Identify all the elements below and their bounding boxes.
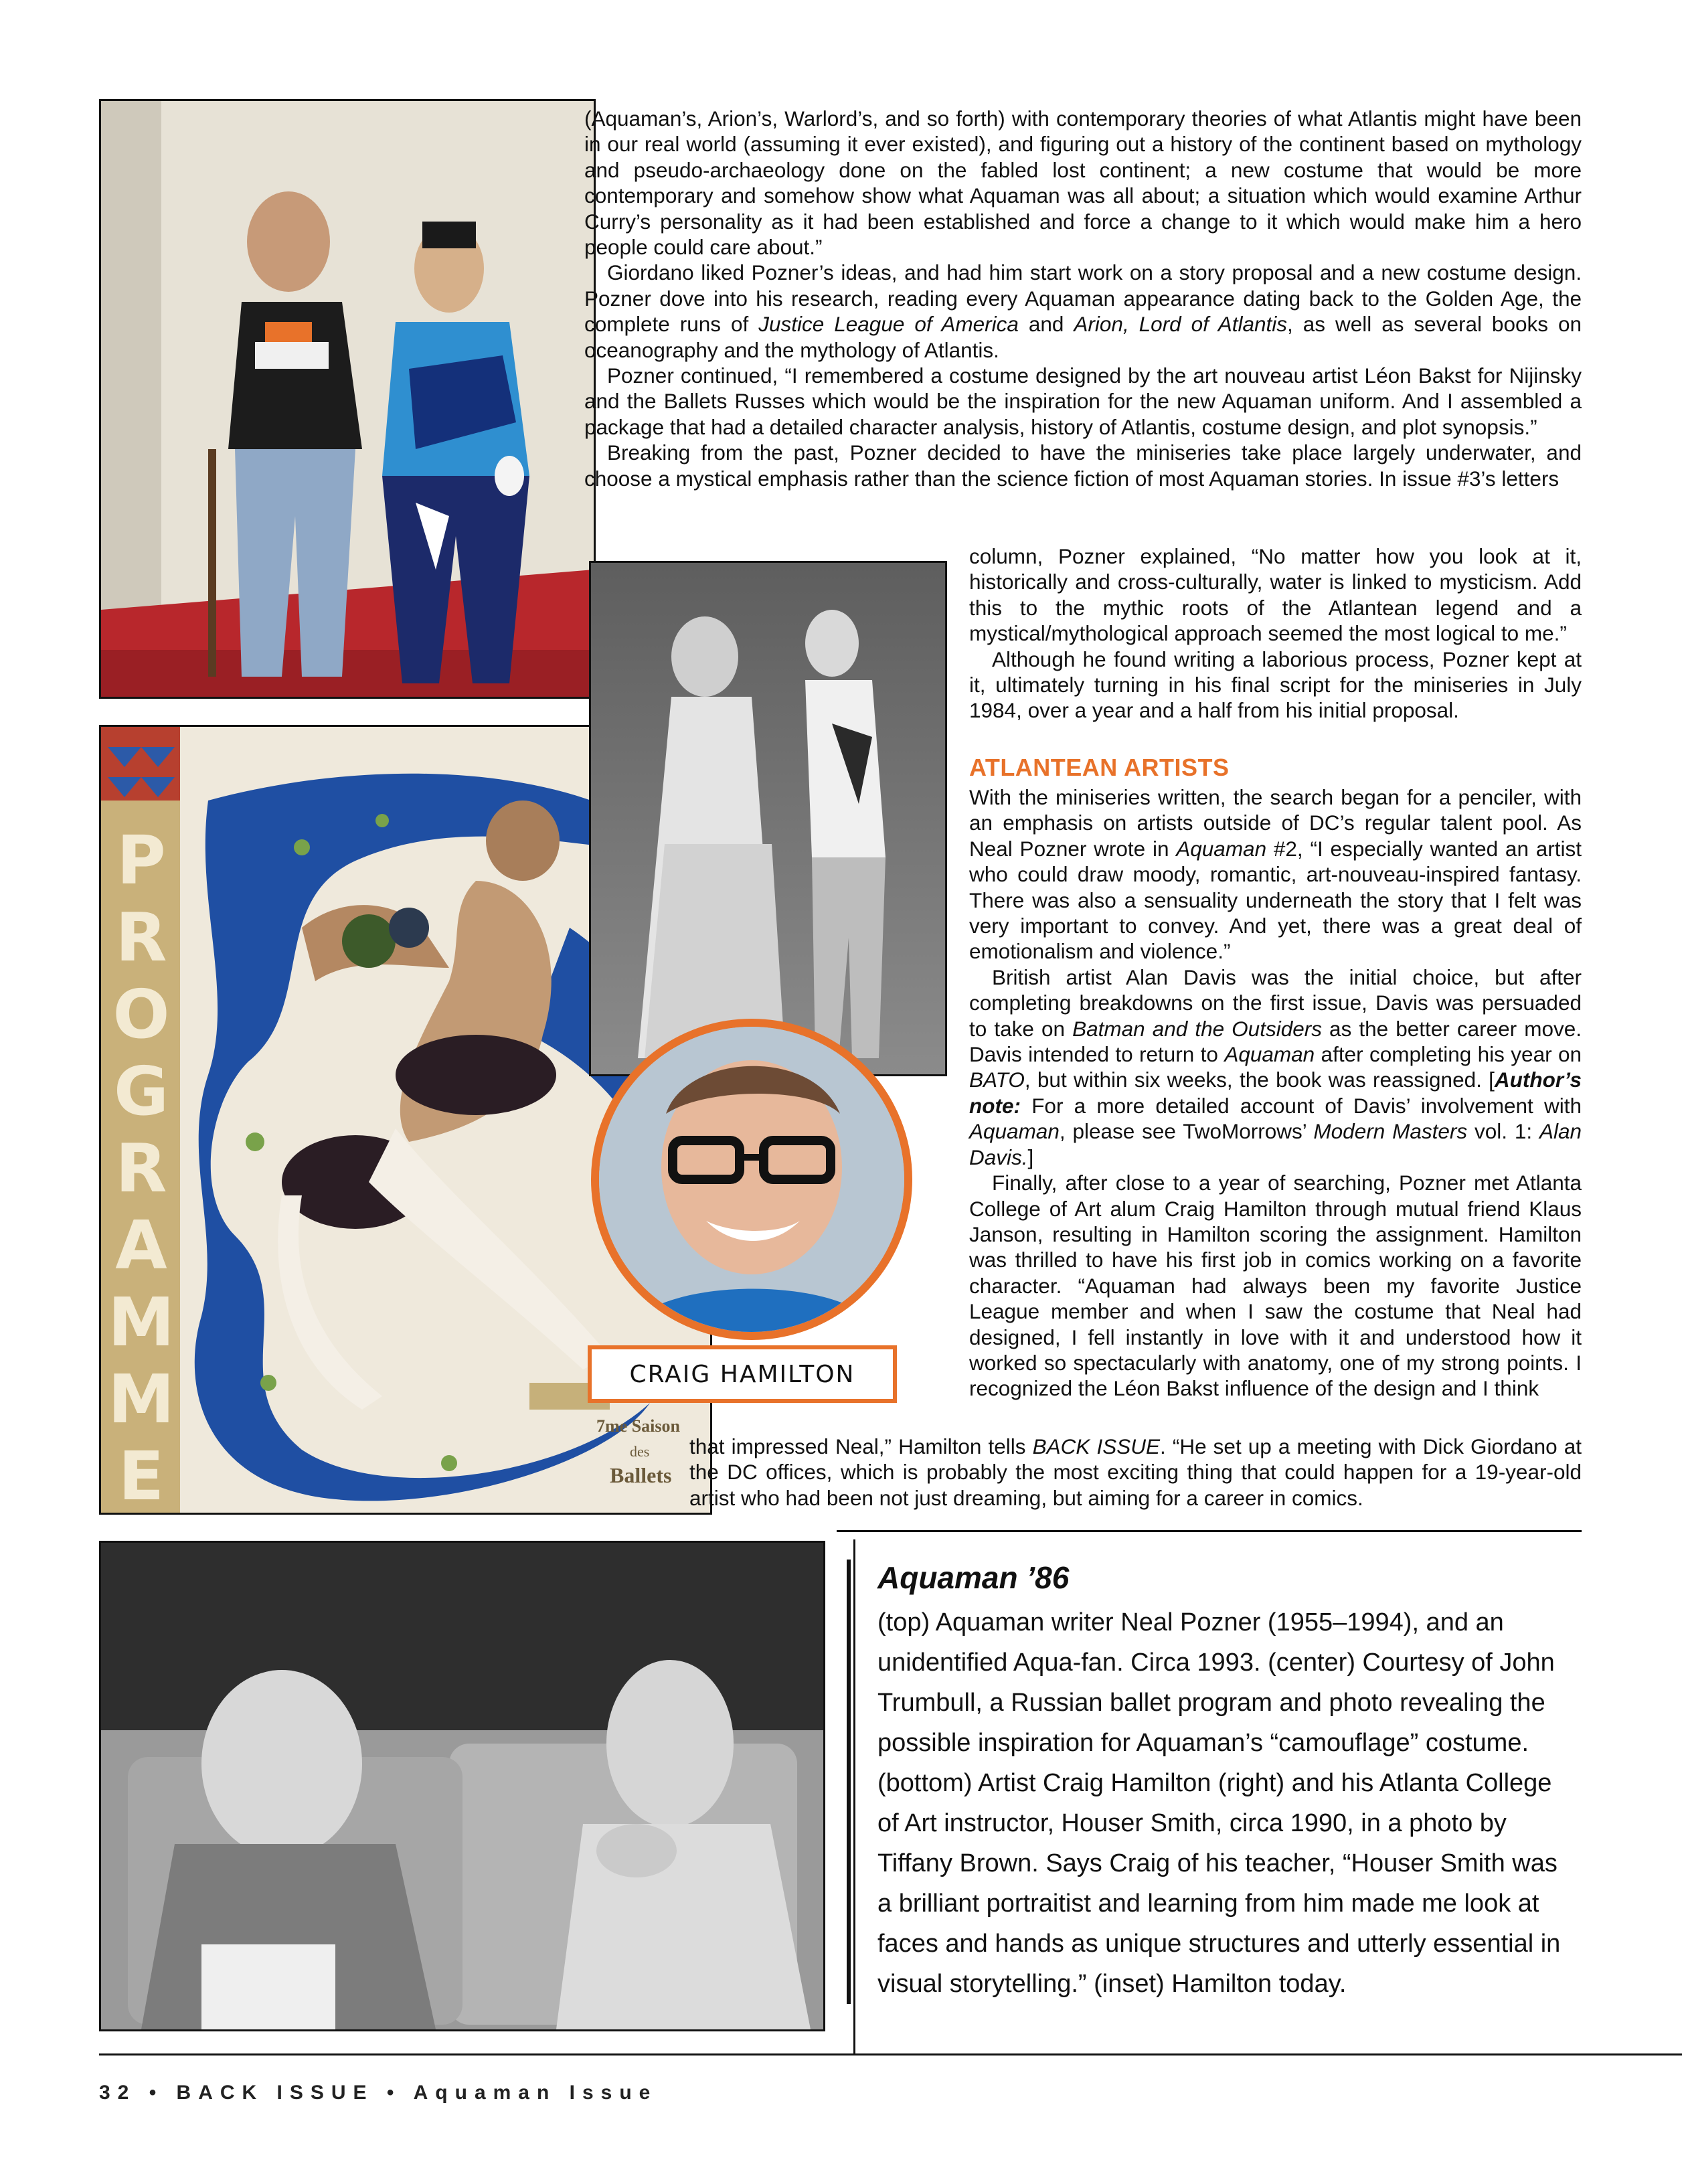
text-run: , but within six weeks, the book was reassigned. [ (1024, 1068, 1495, 1092)
caption-text: (top) Aquaman writer Neal Pozner (1955–1994), and an unidentified Aqua-fan. Circa 1993. (center) Courtesy of John Trumbull, a Russian ballet program and photo revealing the possible inspiration for Aquaman’s “camouflage” costume. (bottom) Artist Craig Hamilton (right) and his Atlanta College of Art instructor, Houser Smith, circa 1990, in a photo by Tiffany Brown. Says Craig of his teacher, “Houser Smith was a brilliant portraitist and learning from him made me look at faces and hands as unique structures and utterly essential in visual storytelling.” (inset) Hamilton today. (877, 1608, 1561, 1998)
hamilton-and-smith-image (101, 1543, 823, 2029)
photo-pozner-and-fan (99, 99, 596, 699)
article-paragraph: Finally, after close to a year of searching, Pozner met Atlanta College of Art alum Craig Hamilton through mutual friend Klaus Janson, resulting in Hamilton scoring the assignment. Hamilton was thrilled to have his first job in comics working on a favorite character. “Aquaman had always been my favorite Justice League member and when I saw the costume that Neal had designed, I fell instantly in love with it and understood how it worked so spectacularly with anatomy, one of my strong points. I recognized the Léon Bakst influence of the design and I think (969, 1171, 1582, 1401)
article-paragraph (689, 1434, 1582, 1511)
caption-title: Aquaman ’86 (877, 1560, 1070, 1595)
programme-letter: R (115, 898, 167, 977)
programme-letter: G (113, 1052, 169, 1130)
text-run-italic: Batman and the Outsiders (1072, 1016, 1322, 1041)
text-run-italic: Arion, Lord of Atlantis (1074, 312, 1288, 337)
programme-vertical-title (105, 821, 177, 1515)
article-paragraph (969, 784, 1582, 964)
article-paragraph (969, 964, 1582, 1170)
programme-letter: E (118, 1437, 165, 1515)
text-run: British artist Alan Davis was the initial choice, but after completing breakdowns on the first issue, Davis was persuaded to take on (969, 964, 1582, 1041)
programme-saison: 7me Saison (596, 1416, 680, 1436)
caption-box (847, 1560, 1574, 2004)
photo-hamilton-and-smith (99, 1541, 825, 2031)
craig-hamilton-nametag: CRAIG HAMILTON (588, 1345, 897, 1403)
text-run: . “He set up a meeting with Dick Giordano at the DC offices, which is probably the most exciting thing that could happen for a 19-year-old artist who had been not just dreaming, but aiming for a career in comics. (689, 1434, 1582, 1510)
article-column-top (584, 106, 1582, 491)
inset-craig-hamilton-portrait (591, 1019, 912, 1340)
photo-ballet-dancers (589, 561, 947, 1076)
text-run: ] (1027, 1145, 1034, 1169)
text-run: Giordano liked Pozner’s ideas, and had him start work on a story proposal and a new costume design. Pozner dove into his research, reading every Aquaman appearance dating back to the Golden Age, the complete runs of (584, 260, 1582, 337)
text-run-italic: BACK ISSUE (1032, 1434, 1160, 1458)
page-footer: 32 • BACK ISSUE • Aquaman Issue (99, 2082, 658, 2104)
text-run-italic: Aquaman (1176, 836, 1267, 861)
text-run: vol. 1: (1467, 1119, 1539, 1144)
programme-letter: M (108, 1283, 175, 1361)
article-paragraph: Breaking from the past, Pozner decided to have the miniseries take place largely underwater, and choose a mystical emphasis rather than the science fiction of most Aquaman stories. In issue #3’s letters (584, 440, 1582, 491)
programme-letter: A (115, 1206, 167, 1284)
article-column-right (969, 543, 1582, 724)
article-paragraph (584, 260, 1582, 363)
text-run: For a more detailed account of Davis’ involvement with (1020, 1093, 1582, 1118)
ballet-dancers-image (591, 563, 945, 1074)
programme-letter: O (112, 975, 170, 1054)
text-run: , please see TwoMorrows’ (1059, 1119, 1314, 1144)
text-run-italic: Aquaman (969, 1119, 1060, 1144)
text-run: that impressed Neal,” Hamilton tells (689, 1434, 1033, 1458)
craig-hamilton-portrait-image (599, 1027, 904, 1332)
programme-ballets: Ballets (610, 1463, 672, 1487)
text-run: With the miniseries written, the search began for a penciler, with an emphasis on artists outside of DC’s regular talent pool. As Neal Pozner wrote in (969, 785, 1582, 861)
article-column-bottom (689, 1434, 1582, 1511)
photo-pozner-and-fan-image (101, 101, 594, 697)
programme-letter: P (116, 821, 166, 900)
text-run: as the better career move. Davis intended to return to (969, 1016, 1582, 1067)
article-paragraph: Pozner continued, “I remembered a costume designed by the art nouveau artist Léon Bakst for Nijinsky and the Ballets Russes which would be the inspiration for the new Aquaman uniform. And I assembled a package that had a detailed character analysis, history of Atlantis, costume design, and plot synopsis.” (584, 363, 1582, 439)
text-run-italic: Aquaman (1224, 1042, 1315, 1067)
text-run-italic: BATO (969, 1068, 1025, 1092)
text-run-italic: Justice League of America (758, 312, 1019, 337)
article-end-rule (837, 1530, 1582, 1532)
article-paragraph: (Aquaman’s, Arion’s, Warlord’s, and so forth) with contemporary theories of what Atlantis might have been in our real world (assuming it ever existed), and figuring out a history of the continent based on mythology and pseudo-archaeology done on the fabled lost continent; a new costume that would be more contemporary and somehow show what Aquaman was all about; a situation which would examine Arthur Curry’s personality as it had been established and force a change to it which would make him a hero people could care about.” (584, 106, 1582, 260)
text-run: , as well as several books on oceanography and the mythology of Atlantis. (584, 312, 1582, 362)
text-run: and (1018, 312, 1074, 337)
programme-des: des (630, 1443, 650, 1460)
text-run-bold-italic: Author’s note: (969, 1068, 1582, 1118)
article-paragraph: column, Pozner explained, “No matter how you look at it, historically and cross-culturally, water is linked to mysticism. Add this to the mythic roots of the Atlantean legend and a mystical/mythological approach seemed the most logical to me.” (969, 544, 1582, 646)
section-heading: ATLANTEAN ARTISTS (969, 754, 1230, 781)
programme-letter: R (115, 1129, 167, 1207)
programme-letter: M (108, 1360, 175, 1438)
text-run-italic: Modern Masters (1313, 1119, 1468, 1144)
footer-rule (99, 2053, 1682, 2055)
article-paragraph: Although he found writing a laborious process, Pozner kept at it, ultimately turning in his final script for the miniseries in July 1984, over a year and a half from his initial proposal. (969, 647, 1582, 723)
text-run-italic: Alan Davis. (969, 1119, 1582, 1169)
text-run: after completing his year on (1315, 1042, 1582, 1067)
text-run: #2, “I especially wanted an artist who could draw moody, romantic, art-nouveau-inspired fantasy. There was also a sensuality underneath the story that I felt was very important to convey. And yet, there was a great deal of emotionalism and violence.” (969, 836, 1582, 964)
article-column-lower (969, 784, 1582, 1402)
